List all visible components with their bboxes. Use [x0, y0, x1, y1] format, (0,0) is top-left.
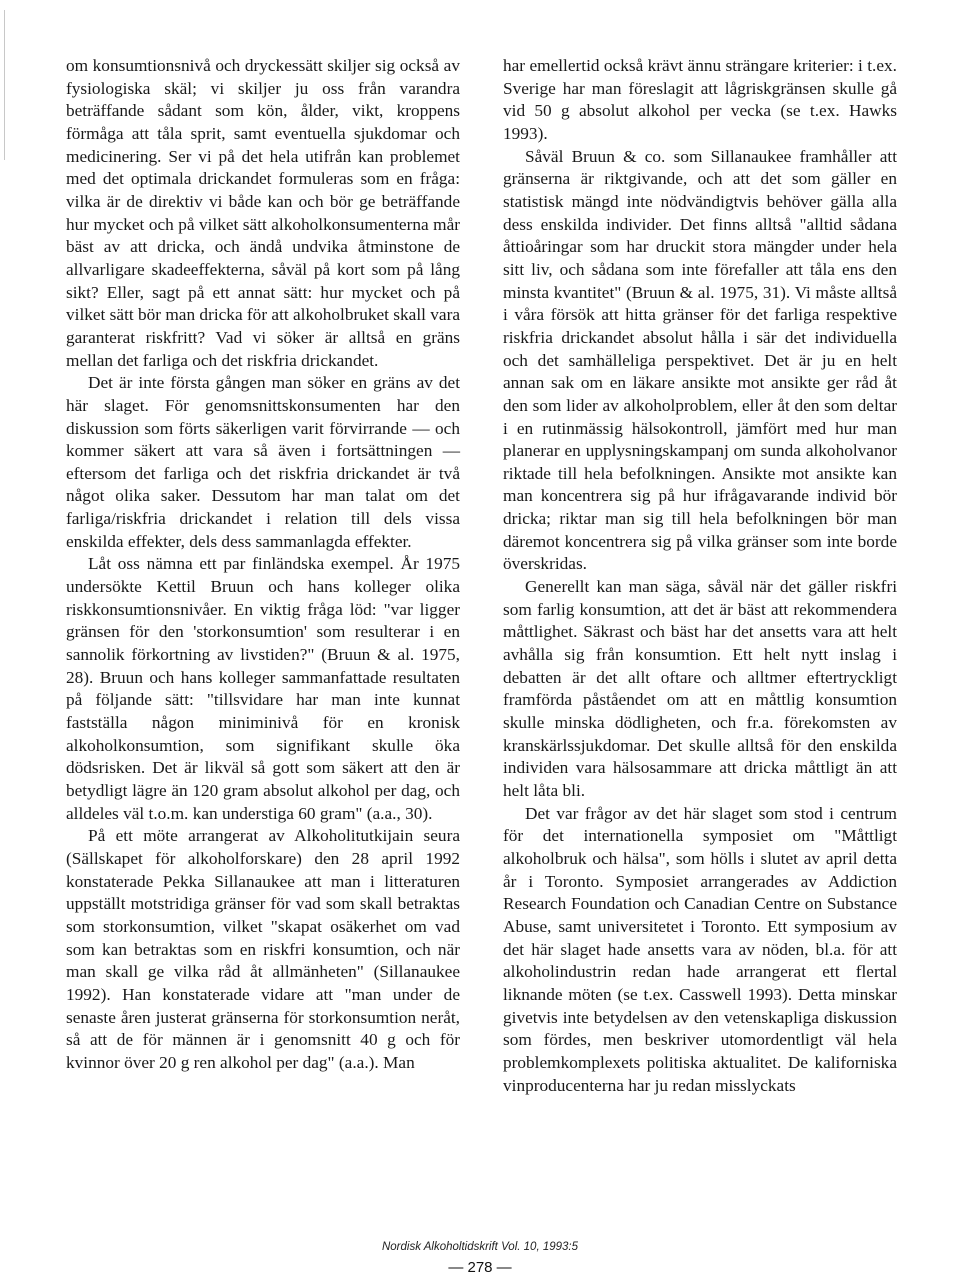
page-number: — 278 — [448, 1259, 512, 1276]
paragraph: Det är inte första gången man söker en gräns av det här slaget. För genomsnittskonsumenten har den diskussion som förts säkerligen varit förvirrande — och kommer säkert att vara så även i fortsättningen — eftersom det farliga och det riskfria drickandet är två något olika saker. Dessutom har man talat om det farliga/riskfria drickandet i relation till dels vissa enskilda effekter, dels dess sammanlagda effekter. [66, 373, 460, 551]
right-column [503, 55, 897, 1097]
paragraph: Låt oss nämna ett par finländska exempel. År 1975 undersökte Kettil Bruun och hans kolleger olika riskkonsumtionsnivåer. En viktig fråga löd: "var ligger gränsen för den 'storkonsumtion' som resulterar i en sannolik förkortning av livstiden?" (Bruun & al. 1975, 28). Bruun och hans kolleger sammanfattade resultaten på följande sätt: "tillsvidare har man inte kunnat fastställa någon miniminivå för en kronisk alkoholkonsumtion, som signifikant skulle öka dödsrisken. Det är likväl så gott som säkert att den är betydligt lägre än 120 gram absolut alkohol per dag, och alldeles väl t.o.m. kan understiga 60 gram" (a.a., 30). [66, 554, 460, 823]
paragraph: Generellt kan man säga, såväl när det gäller riskfri som farlig konsumtion, att det är bäst att rekommendera måttlighet. Säkrast och bäst har det ansetts vara att helt avhålla sig från konsumtion. Ett helt nytt inslag i debatten är det allt oftare och alltmer eftertryckligt framförda påståendet om att en måttlig konsumtion skulle minska dödligheten, och fr.a. förekomsten av kranskärlssjukdomar. Det skulle alltså för den enskilda individen vara hälsosammare att dricka måttligt än att helt låta bli. [503, 577, 897, 800]
journal-reference: Nordisk Alkoholtidskrift Vol. 10, 1993:5 [381, 1241, 579, 1253]
paragraph: om konsumtionsnivå och dryckessätt skiljer sig också av fysiologiska skäl; vi skiljer ju oss från varandra beträffande sådant som kön, ålder, vikt, kroppens förmåga att tåla sprit, samt eventuella sjukdomar och medicinering. Ser vi på det hela utifrån kan problemet med det optimala drickandet formuleras som en fråga: vilka är de direktiv vi både kan och bör ge beträffande hur mycket och på vilket sätt alkoholkonsumenterna mår bäst av att dricka, och ändå undvika åtminstone de allvarligare skadeeffekterna, såväl på kort som på lång sikt? Eller, sagt på ett annat sätt: hur mycket och på vilket sätt bör man dricka för att alkoholbruket skall vara garanterat riskfritt? Vad vi söker är alltså en gräns mellan det farliga och det riskfria drickandet. [66, 56, 460, 370]
paragraph: Såväl Bruun & co. som Sillanaukee framhåller att gränserna är riktgivande, och att det som gäller en statistisk mängd inte nödvändigtvis behöver gälla alla dess enskilda individer. Det finns alltså "alltid sådana åttioåringar som har druckit stora mängder under hela sitt liv, och sådana som inte förefaller att tåla ens den minsta kvantitet" (Bruun & al. 1975, 31). Vi måste alltså i våra försök att hitta gränser för det farliga respektive riskfria drickandet absolut hålla i sär det individuella och det samhälleliga perspektivet. Det är ju en helt annan sak om en läkare ansikte mot ansikte ger råd åt den som lider av alkoholproblem, eller åt den som deltar i en rutinmässig hälsokontroll, jämfört med hur man planerar en upplysningskampanj om sunda alkoholvanor riktade till hela befolkningen. Ansikte mot ansikte kan man koncentrera sig på hur ifrågavarande individ bör dricka; riktar man sig till hela befolkningen bör man däremot koncentrera sig på vilka gränser som inte borde överskridas. [503, 146, 897, 574]
paragraph: På ett möte arrangerat av Alkoholitutkijain seura (Sällskapet för alkoholforskare) den 28 april 1992 konstaterade Pekka Sillanaukee att man i litteraturen uppställt motstridiga gränser för vad som skall betraktas som storkonsumtion, vilket "skapat osäkerhet om vad som kan betraktas som en riskfri konsumtion, och när man skall ge vilka råd åt allmänheten" (Sillanaukee 1992). Han konstaterade vidare att "man under de senaste åren justerat gränserna för storkonsumtion neråt, så att de för männen är i genomsnitt 40 g och för kvinnor över 20 g ren alkohol per dag" (a.a.). Man [66, 826, 460, 1072]
scan-edge-mark [4, 10, 5, 160]
paragraph: har emellertid också krävt ännu strängare kriterier: i t.ex. Sverige har man föreslagit att lågriskgränsen skulle gå vid 50 g absolut alkohol per vecka (se t.ex. Hawks 1993). [503, 56, 897, 143]
left-column [66, 55, 460, 1075]
paragraph: Det var frågor av det här slaget som stod i centrum för det internationella symposiet om "Måttligt alkoholbruk och hälsa", som hölls i slutet av april detta år i Toronto. Symposiet arrangerades av Addiction Research Foundation och Canadian Centre on Substance Abuse, samt universitetet i Toronto. Ett symposium av det här slaget hade ansetts vara av nöden, bl.a. för att alkoholindustrin redan hade arrangerat ett flertal liknande möten (se t.ex. Casswell 1993). Detta minskar givetvis inte betydelsen av den vetenskapliga diskussion som fördes, men beskriver utomordentligt väl hela problemkomplexets politiska aktualitet. De kaliforniska vinproducenterna har ju redan misslyckats [503, 803, 897, 1095]
